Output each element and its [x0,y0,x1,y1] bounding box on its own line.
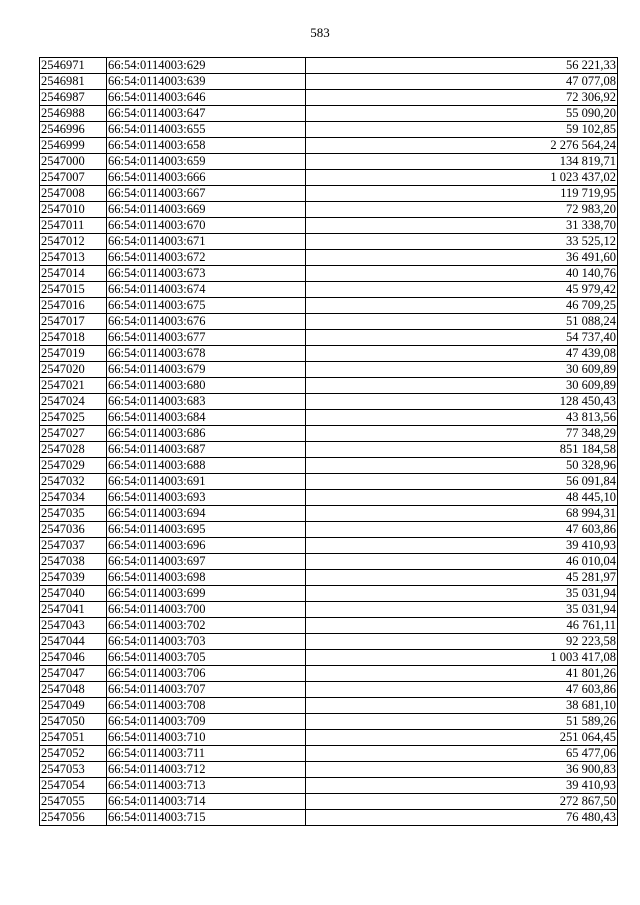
table-row [40,138,618,154]
cadastral-value-cell: 50 328,96 [306,458,618,474]
object-id-cell: 2547017 [40,314,107,330]
cadastral-number-cell: 66:54:0114003:691 [107,474,306,490]
cadastral-value-cell: 1 023 437,02 [306,170,618,186]
cadastral-number-cell: 66:54:0114003:706 [107,666,306,682]
object-id-cell: 2547040 [40,586,107,602]
table-row [40,538,618,554]
cadastral-value-cell: 45 979,42 [306,282,618,298]
cadastral-number-cell: 66:54:0114003:694 [107,506,306,522]
cadastral-value-cell: 92 223,58 [306,634,618,650]
cadastral-value-cell: 47 077,08 [306,74,618,90]
object-id-cell: 2547007 [40,170,107,186]
object-id-cell: 2547012 [40,234,107,250]
object-id-cell: 2547024 [40,394,107,410]
cadastral-number-cell: 66:54:0114003:676 [107,314,306,330]
table-row [40,122,618,138]
object-id-cell: 2547034 [40,490,107,506]
cadastral-value-cell: 851 184,58 [306,442,618,458]
cadastral-value-cell: 33 525,12 [306,234,618,250]
cadastral-number-cell: 66:54:0114003:646 [107,90,306,106]
object-id-cell: 2547050 [40,714,107,730]
cadastral-number-cell: 66:54:0114003:687 [107,442,306,458]
table-row [40,682,618,698]
object-id-cell: 2547052 [40,746,107,762]
table-row [40,298,618,314]
table-row [40,522,618,538]
cadastral-number-cell: 66:54:0114003:655 [107,122,306,138]
cadastral-number-cell: 66:54:0114003:713 [107,778,306,794]
cadastral-number-cell: 66:54:0114003:670 [107,218,306,234]
cadastral-value-cell: 39 410,93 [306,778,618,794]
cadastral-value-cell: 36 900,83 [306,762,618,778]
object-id-cell: 2546987 [40,90,107,106]
cadastral-value-cell: 56 221,33 [306,58,618,74]
cadastral-number-cell: 66:54:0114003:708 [107,698,306,714]
cadastral-value-cell: 45 281,97 [306,570,618,586]
cadastral-number-cell: 66:54:0114003:680 [107,378,306,394]
cadastral-value-cell: 72 306,92 [306,90,618,106]
cadastral-number-cell: 66:54:0114003:703 [107,634,306,650]
cadastral-value-cell: 119 719,95 [306,186,618,202]
cadastral-value-cell: 38 681,10 [306,698,618,714]
cadastral-value-cell: 68 994,31 [306,506,618,522]
table-row [40,730,618,746]
table-row [40,314,618,330]
cadastral-number-cell: 66:54:0114003:696 [107,538,306,554]
cadastral-number-cell: 66:54:0114003:669 [107,202,306,218]
page-number: 583 [310,25,330,40]
table-row [40,746,618,762]
cadastral-value-cell: 76 480,43 [306,810,618,826]
cadastral-value-cell: 31 338,70 [306,218,618,234]
table-body [40,58,618,826]
cadastral-number-cell: 66:54:0114003:684 [107,410,306,426]
object-id-cell: 2547043 [40,618,107,634]
cadastral-number-cell: 66:54:0114003:677 [107,330,306,346]
object-id-cell: 2546971 [40,58,107,74]
cadastral-value-cell: 39 410,93 [306,538,618,554]
cadastral-value-cell: 251 064,45 [306,730,618,746]
object-id-cell: 2547044 [40,634,107,650]
table-row [40,186,618,202]
object-id-cell: 2546988 [40,106,107,122]
object-id-cell: 2546999 [40,138,107,154]
cadastral-number-cell: 66:54:0114003:675 [107,298,306,314]
table-row [40,234,618,250]
cadastral-number-cell: 66:54:0114003:688 [107,458,306,474]
table-row [40,378,618,394]
cadastral-value-cell: 1 003 417,08 [306,650,618,666]
table-row [40,634,618,650]
table-row [40,330,618,346]
table-row [40,442,618,458]
cadastral-value-cell: 36 491,60 [306,250,618,266]
table-row [40,202,618,218]
cadastral-number-cell: 66:54:0114003:714 [107,794,306,810]
object-id-cell: 2547048 [40,682,107,698]
table-row [40,698,618,714]
cadastral-number-cell: 66:54:0114003:697 [107,554,306,570]
object-id-cell: 2547039 [40,570,107,586]
table-row [40,458,618,474]
cadastral-number-cell: 66:54:0114003:667 [107,186,306,202]
cadastral-value-cell: 47 439,08 [306,346,618,362]
object-id-cell: 2547049 [40,698,107,714]
object-id-cell: 2547021 [40,378,107,394]
cadastral-number-cell: 66:54:0114003:699 [107,586,306,602]
table-row [40,602,618,618]
table-row [40,714,618,730]
object-id-cell: 2546981 [40,74,107,90]
table-row [40,586,618,602]
cadastral-number-cell: 66:54:0114003:647 [107,106,306,122]
table-row [40,58,618,74]
cadastral-number-cell: 66:54:0114003:686 [107,426,306,442]
object-id-cell: 2547013 [40,250,107,266]
table-row [40,762,618,778]
object-id-cell: 2547056 [40,810,107,826]
table-row [40,346,618,362]
cadastral-value-cell: 272 867,50 [306,794,618,810]
cadastral-value-cell: 47 603,86 [306,682,618,698]
cadastral-value-cell: 134 819,71 [306,154,618,170]
cadastral-value-cell: 30 609,89 [306,362,618,378]
table-row [40,362,618,378]
cadastral-number-cell: 66:54:0114003:679 [107,362,306,378]
cadastral-number-cell: 66:54:0114003:666 [107,170,306,186]
table-row [40,90,618,106]
object-id-cell: 2547035 [40,506,107,522]
cadastral-number-cell: 66:54:0114003:678 [107,346,306,362]
cadastral-number-cell: 66:54:0114003:709 [107,714,306,730]
cadastral-number-cell: 66:54:0114003:710 [107,730,306,746]
cadastral-number-cell: 66:54:0114003:683 [107,394,306,410]
cadastral-number-cell: 66:54:0114003:702 [107,618,306,634]
table-row [40,250,618,266]
cadastral-value-cell: 56 091,84 [306,474,618,490]
cadastral-value-cell: 54 737,40 [306,330,618,346]
cadastral-number-cell: 66:54:0114003:639 [107,74,306,90]
table-row [40,666,618,682]
object-id-cell: 2547020 [40,362,107,378]
object-id-cell: 2547041 [40,602,107,618]
cadastral-number-cell: 66:54:0114003:659 [107,154,306,170]
object-id-cell: 2547027 [40,426,107,442]
object-id-cell: 2547011 [40,218,107,234]
cadastral-value-cell: 40 140,76 [306,266,618,282]
cadastral-value-cell: 46 709,25 [306,298,618,314]
table-row [40,266,618,282]
table-row [40,282,618,298]
cadastral-number-cell: 66:54:0114003:693 [107,490,306,506]
object-id-cell: 2547016 [40,298,107,314]
object-id-cell: 2547054 [40,778,107,794]
cadastral-number-cell: 66:54:0114003:705 [107,650,306,666]
object-id-cell: 2547000 [40,154,107,170]
cadastral-number-cell: 66:54:0114003:712 [107,762,306,778]
cadastral-number-cell: 66:54:0114003:674 [107,282,306,298]
cadastral-value-cell: 46 761,11 [306,618,618,634]
cadastral-number-cell: 66:54:0114003:671 [107,234,306,250]
cadastral-number-cell: 66:54:0114003:700 [107,602,306,618]
cadastral-value-cell: 48 445,10 [306,490,618,506]
table-row [40,394,618,410]
table-row [40,474,618,490]
object-id-cell: 2547014 [40,266,107,282]
table-row [40,106,618,122]
cadastral-value-cell: 59 102,85 [306,122,618,138]
object-id-cell: 2547046 [40,650,107,666]
object-id-cell: 2547055 [40,794,107,810]
object-id-cell: 2547047 [40,666,107,682]
object-id-cell: 2546996 [40,122,107,138]
table-row [40,570,618,586]
cadastral-value-cell: 2 276 564,24 [306,138,618,154]
cadastral-number-cell: 66:54:0114003:695 [107,522,306,538]
table-row [40,426,618,442]
object-id-cell: 2547028 [40,442,107,458]
object-id-cell: 2547015 [40,282,107,298]
cadastral-value-cell: 46 010,04 [306,554,618,570]
table-row [40,778,618,794]
cadastral-value-cell: 72 983,20 [306,202,618,218]
cadastral-value-cell: 128 450,43 [306,394,618,410]
cadastral-value-cell: 51 088,24 [306,314,618,330]
table-row [40,410,618,426]
cadastral-value-cell: 55 090,20 [306,106,618,122]
cadastral-number-cell: 66:54:0114003:673 [107,266,306,282]
object-id-cell: 2547029 [40,458,107,474]
object-id-cell: 2547032 [40,474,107,490]
table-row [40,154,618,170]
cadastral-value-table [39,57,618,826]
cadastral-value-cell: 30 609,89 [306,378,618,394]
object-id-cell: 2547025 [40,410,107,426]
table-row [40,650,618,666]
object-id-cell: 2547051 [40,730,107,746]
cadastral-number-cell: 66:54:0114003:658 [107,138,306,154]
table-row [40,218,618,234]
cadastral-number-cell: 66:54:0114003:698 [107,570,306,586]
cadastral-value-cell: 35 031,94 [306,586,618,602]
object-id-cell: 2547018 [40,330,107,346]
table-row [40,74,618,90]
cadastral-number-cell: 66:54:0114003:715 [107,810,306,826]
table-row [40,554,618,570]
cadastral-value-cell: 51 589,26 [306,714,618,730]
table-row [40,506,618,522]
table-row [40,810,618,826]
cadastral-number-cell: 66:54:0114003:711 [107,746,306,762]
table-row [40,170,618,186]
object-id-cell: 2547019 [40,346,107,362]
cadastral-number-cell: 66:54:0114003:707 [107,682,306,698]
object-id-cell: 2547008 [40,186,107,202]
object-id-cell: 2547037 [40,538,107,554]
cadastral-value-cell: 65 477,06 [306,746,618,762]
object-id-cell: 2547038 [40,554,107,570]
table-row [40,618,618,634]
table-row [40,490,618,506]
cadastral-value-cell: 41 801,26 [306,666,618,682]
cadastral-number-cell: 66:54:0114003:629 [107,58,306,74]
cadastral-value-cell: 43 813,56 [306,410,618,426]
cadastral-value-cell: 47 603,86 [306,522,618,538]
object-id-cell: 2547036 [40,522,107,538]
table-row [40,794,618,810]
cadastral-value-cell: 77 348,29 [306,426,618,442]
cadastral-value-cell: 35 031,94 [306,602,618,618]
cadastral-number-cell: 66:54:0114003:672 [107,250,306,266]
object-id-cell: 2547053 [40,762,107,778]
object-id-cell: 2547010 [40,202,107,218]
